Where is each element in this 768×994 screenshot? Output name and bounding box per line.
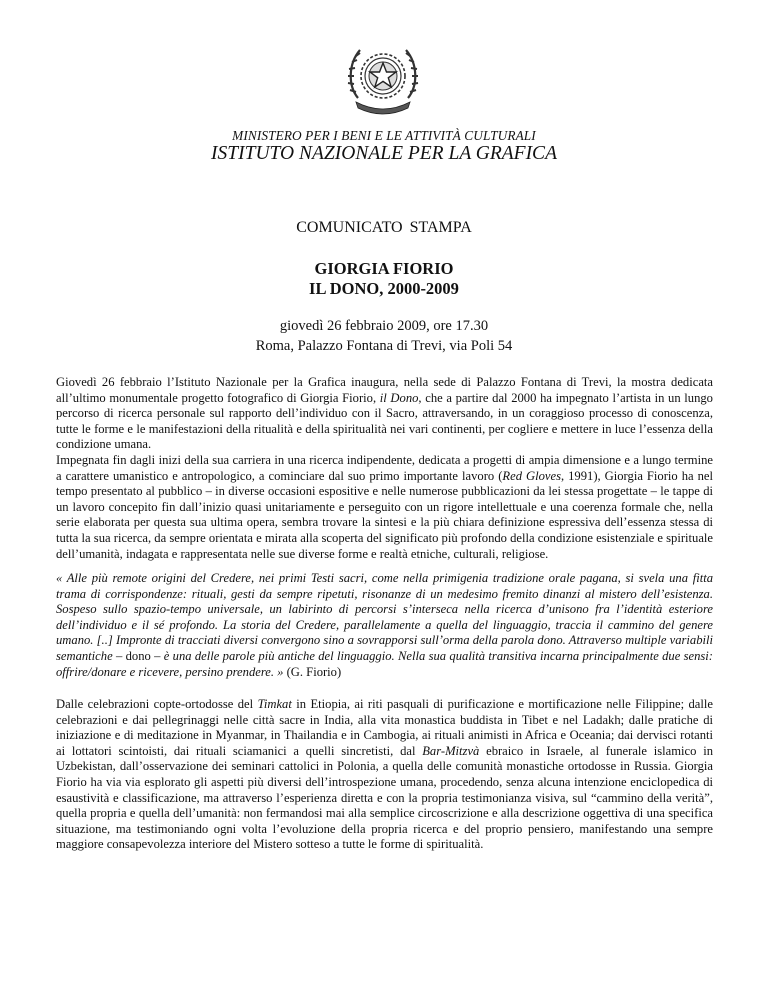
paragraph-intro [56, 375, 713, 562]
italian-republic-emblem-icon [344, 36, 422, 118]
ministry-name: MINISTERO PER I BENI E LE ATTIVITÀ CULTURALI [232, 128, 536, 143]
artist-quote: « Alle più remote origini del Credere, nei primi Testi sacri, come nella primigenia tradizione orale pagana, si svela una fitta trama di corrispondenze: rituali, gesti da sempre ripetuti, risonanze di un medesimo fremito dinanzi al mistero dell’esistenza. Sospeso sullo spazio-tempo universale, un labirinto di percorsi s’interseca nella ricerca d’unisono fra l’identità esteriore dell’individuo e il sé profondo. La storia del Credere, parallelamente a quella del linguaggio, traccia il cammino del genere umano. [..] Impronte di tracciati diversi convergono sino a sovrapporsi sull’orma della parola dono. Attraverso multiple variabili semantiche – dono – è una delle parole più antiche del linguaggio. Nella sua qualità transitiva incarna principalmente due sensi: offrire/donare e ricevere, persino prendere. » (G. Fiorio) [56, 571, 714, 679]
exhibition-title: IL DONO, 2000-2009 [309, 279, 459, 298]
institute-name: ISTITUTO NAZIONALE PER LA GRAFICA [211, 143, 557, 164]
work-title: il Dono [379, 390, 419, 405]
press-release-heading: COMUNICATO STAMPA [296, 219, 472, 236]
quote-attribution: (G. Fiorio) [283, 664, 342, 679]
paragraph-intro-second: Impegnata fin dagli inizi della sua carriera in una ricerca indipendente, dedicata a progetti di ampia dimensione e a lungo termine a carattere umanistico e antropologico, a cominciare dal suo primo importante lavoro (Red Gloves, 1991), Giorgia Fiorio ha nel tempo presentato al pubblico – in diverse occasioni espositive e nelle numerose pubblicazioni da lei stessa progettate – le tappe di un lavoro concepito fin dall’inizio quasi unitariamente e perseguito con un rigore intellettuale e una coerenza formale che, nella serie elaborata per questa sua ultima opera, sembra trovare la sintesi e la più chiara definizione espressiva dell’essenza stessa di tutta la sua ricerca, da sempre orientata e mirata alla scoperta del significato più profondo della condizione esistenziale e spirituale dell’umanità, indagata e rappresentata nelle sue diverse forme e realtà etniche, culturali, religiose. [56, 452, 713, 561]
paragraph-intro-first: Giovedì 26 febbraio l’Istituto Nazionale per la Grafica inaugura, nella sede di Palazzo Fontana di Trevi, la mostra dedicata all’ultimo monumentale progetto fotografico di Giorgia Fiorio, il Dono, che a partire dal 2000 ha impegnato l’artista in un lungo percorso di ricerca personale sul rapporto dell’individuo con il Sacro, attraversando, in un coraggioso processo di conoscenza, tutte le forme e le manifestazioni della ritualità e della spiritualità nei vari continenti, per cogliere e mettere in luce l’essenza della condizione umana. [56, 375, 713, 452]
work-title-red-gloves: Red Gloves [502, 468, 561, 483]
event-venue: Roma, Palazzo Fontana di Trevi, via Poli 54 [255, 338, 513, 354]
paragraph-journeys: Dalle celebrazioni copte-ortodosse del Timkat in Etiopia, ai riti pasquali di purificazione e mortificazione nelle Filippine; dalle celebrazioni e dai pellegrinaggi nelle città sacre in India, alla vita monastica buddista in Tibet e nel Ladakh; dalle pratiche di iniziazione e di meditazione in Myanmar, in Thailandia e in Cambogia, ai rituali animisti in Africa e Oceania; dai dervisci rotanti ai lottatori scintoisti, dai rituali sciamanici a quelli sincretisti, dal Bar-Mitzvà ebraico in Israele, al funerale islamico in Uzbekistan, dall’osservazione dei seminari cattolici in Polonia, a quella delle comunità monastiche ortodosse in Russia. Giorgia Fiorio ha via via esplorato gli aspetti più diversi dell’introspezione umana, procedendo, senza alcuna intenzione enciclopedica di esaustività e classificazione, ma attraverso l’esperienza diretta e con la propria testimonianza visiva, sul “cammino della verità”, quella propria e quella dell’umanità: non fermandosi mai alla semplice circoscrizione e alla descrizione oggettiva di una specifica situazione, ma testimoniando ogni volta l’evoluzione della propria ricerca e del proprio pensiero, manifestando una sempre maggiore consapevolezza interiore del Mistero sotteso a tutte le forme di spiritualità. [56, 697, 713, 852]
artist-name: GIORGIA FIORIO [314, 259, 454, 278]
event-date: giovedì 26 febbraio 2009, ore 17.30 [279, 318, 489, 334]
